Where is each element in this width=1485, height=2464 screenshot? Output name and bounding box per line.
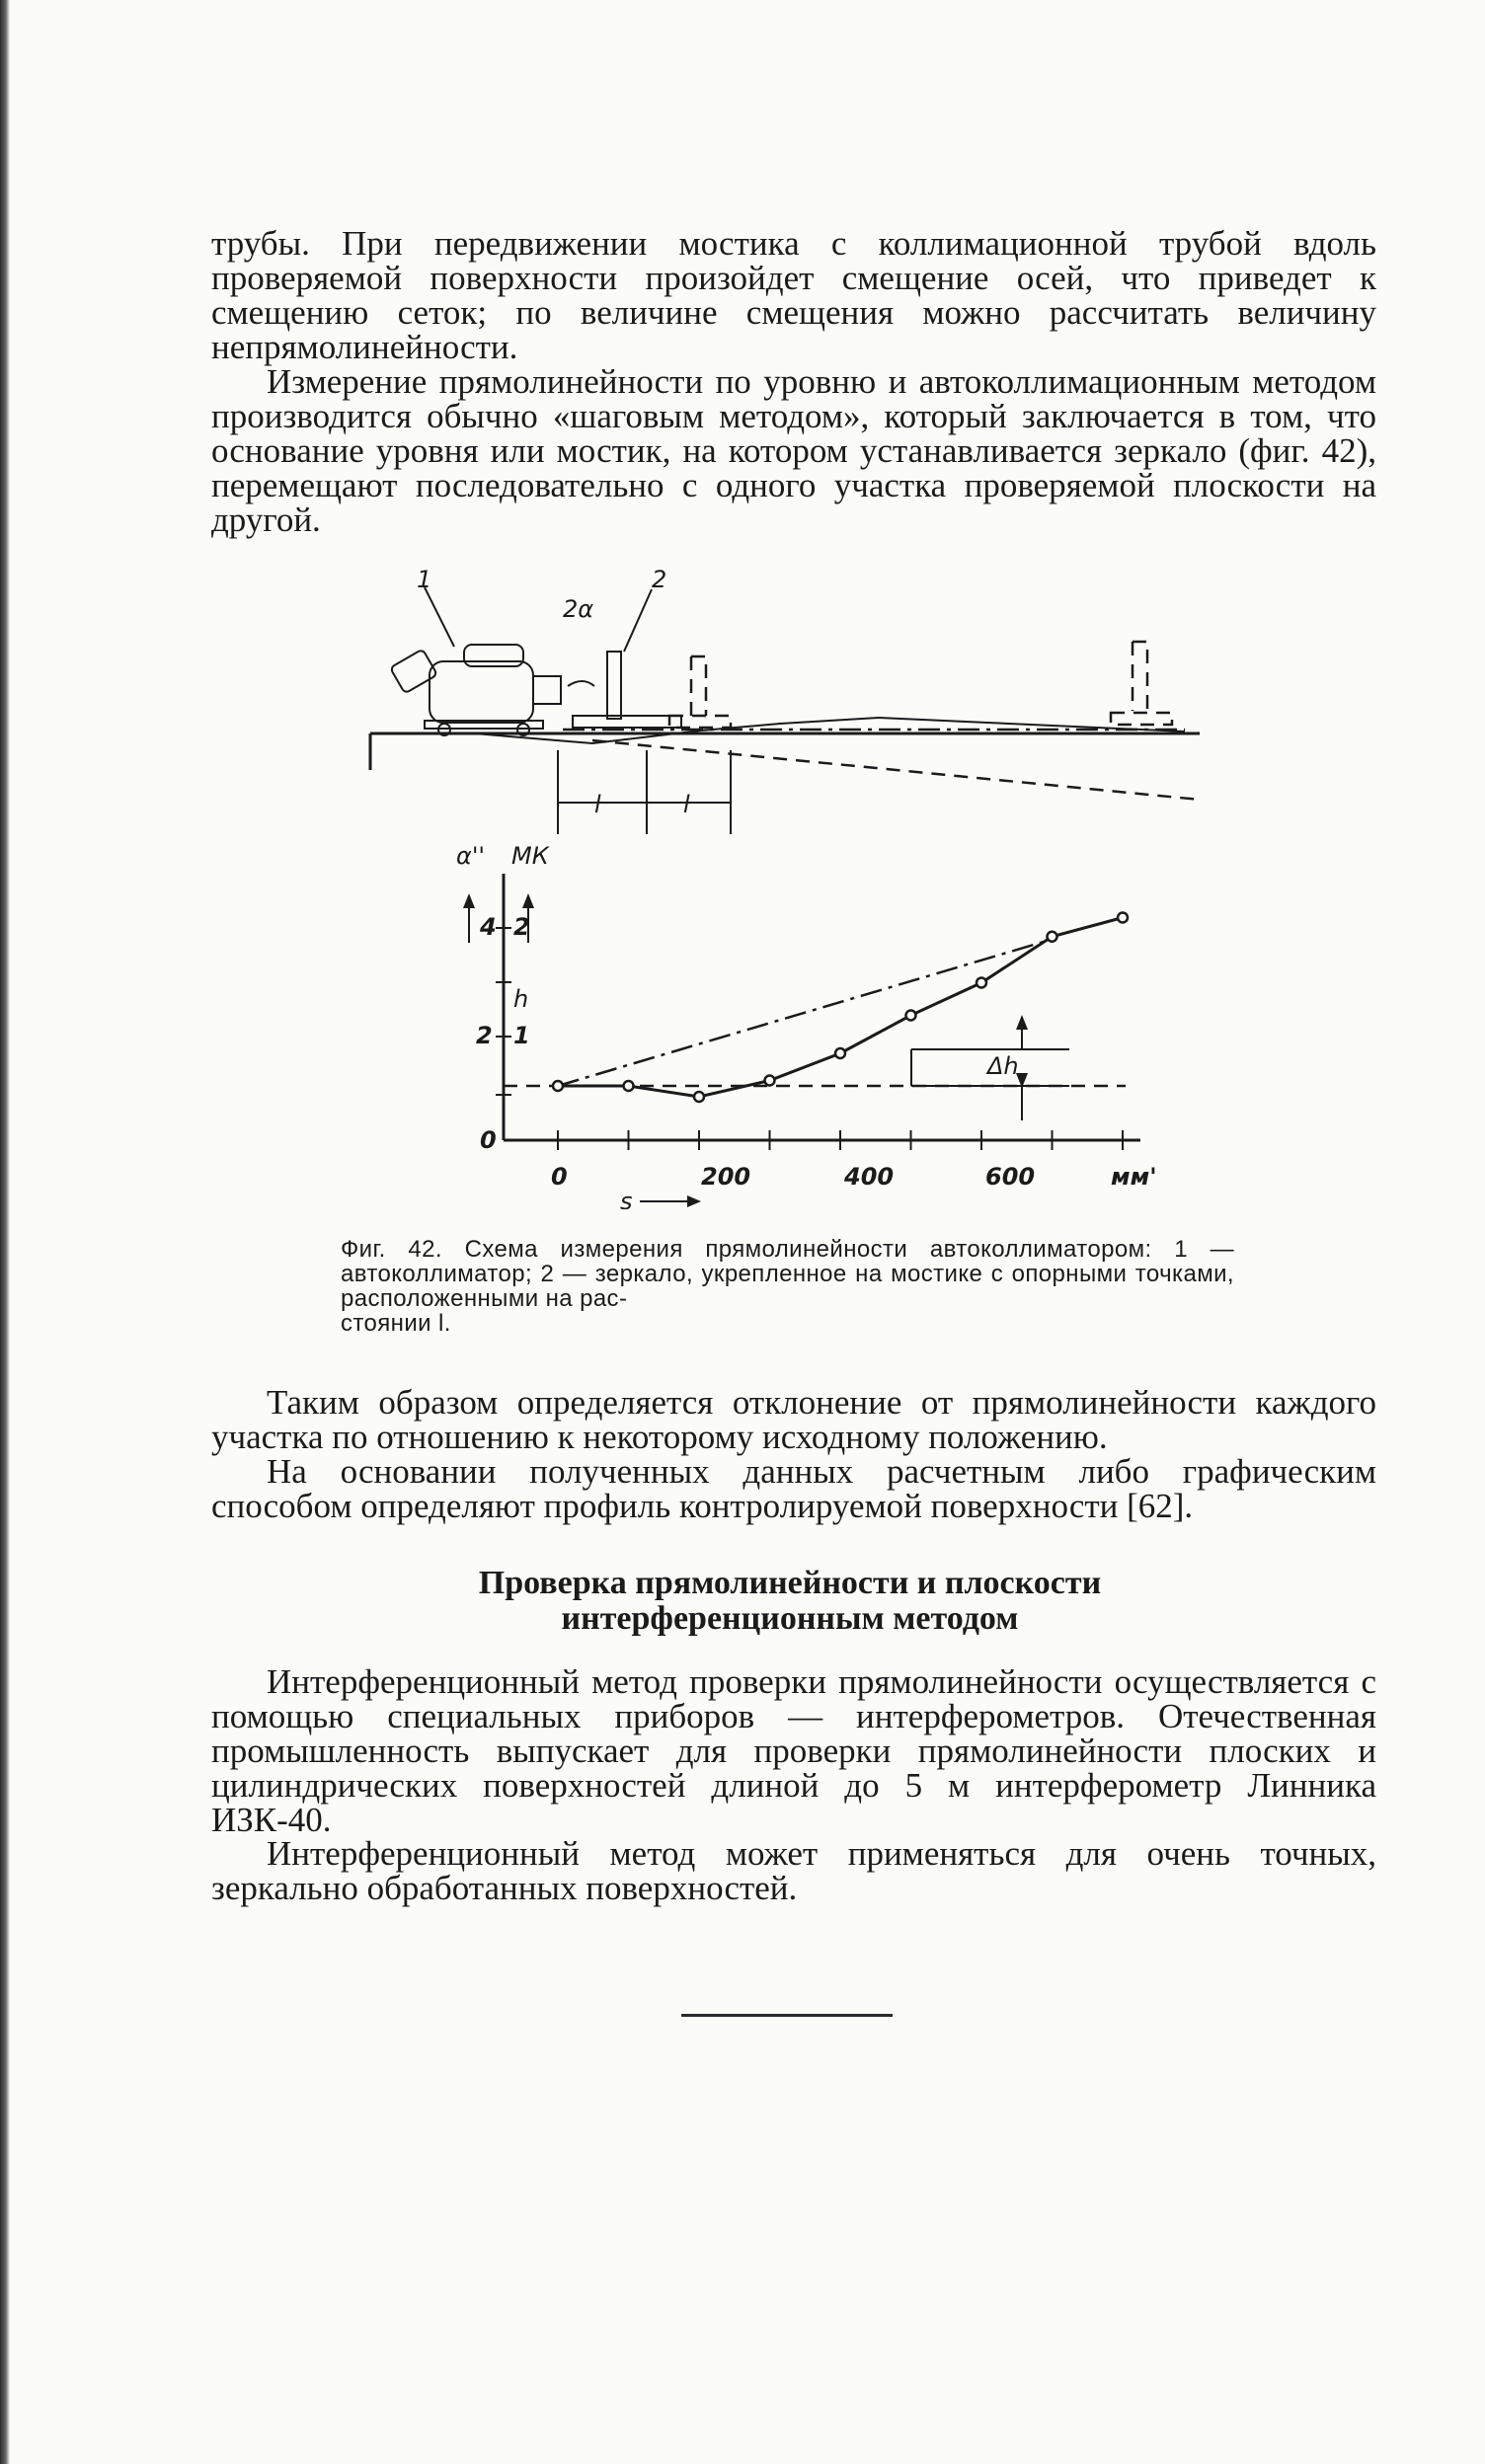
profile-point <box>1118 913 1128 923</box>
figure-42-drawing <box>365 568 1234 1209</box>
profile-point <box>694 1092 704 1102</box>
caption-last-line: стоянии l. <box>341 1310 451 1337</box>
paragraph-step-method: Измерение прямолинейности по уровню и автоколлимационным методом производится обычно «шаговым методом», который заключается в том, что основание уровня или мостик, на котором устанавливается зеркало (фиг. 42), перемещают последовательно с одного участка проверяемой плоскости на другой. <box>211 362 1376 539</box>
paragraph-profile: На основании полученных данных расчетным либо графическим способом определяют профиль контролируемой поверхности [62]. <box>211 1452 1376 1525</box>
figure-caption <box>341 1237 1234 1336</box>
profile-point <box>977 978 986 988</box>
label-l-second: l <box>683 791 690 818</box>
profile-point <box>624 1081 634 1091</box>
angle-arc <box>568 681 594 686</box>
section-heading <box>296 1566 1284 1637</box>
y-tick-label-mk-1: 1 <box>513 1022 530 1049</box>
y-tick-label-2: 2 <box>476 1022 493 1049</box>
section-heading-line-2: интерференционным методом <box>561 1600 1019 1637</box>
mirror-post <box>607 652 621 719</box>
chord-dashdot <box>558 940 1053 1087</box>
paragraph-deviation: Таким образом определяется отклонение от прямолинейности каждого участка по отношению к некоторому исходному положению. <box>211 1383 1376 1456</box>
x-tick-label-unit: мм' <box>1111 1163 1157 1191</box>
y-tick-label-mk-2: 2 <box>513 913 530 941</box>
profile-point <box>1048 932 1057 942</box>
autocollimator-top <box>464 645 523 666</box>
h-up-arrow-head <box>522 893 534 908</box>
end-rule <box>681 2014 893 2017</box>
mirror-next-position <box>691 656 706 716</box>
figure-42 <box>365 568 1234 1209</box>
profile-point <box>835 1048 845 1058</box>
x-tick-label-400: 400 <box>844 1163 895 1191</box>
mk-axis-label: МК <box>511 842 549 870</box>
profile-series-line <box>558 918 1123 1098</box>
y-tick-label-4: 4 <box>480 913 497 941</box>
paragraph-mirror-surfaces: Интерференционный метод может применяться для очень точных, зеркально обработанных поверхностей. <box>211 1834 1376 1907</box>
mirror-far-position <box>1133 642 1147 711</box>
setup-schematic <box>370 568 1200 834</box>
profile-point <box>906 1011 916 1021</box>
paragraph-collimation-tube: трубы. При передвижении мостика с коллимационной трубой вдоль проверяемой поверхности произойдет смещение осей, что приведет к смещению сеток; по величине смещения можно рассчитать величину непрямолинейности. <box>211 224 1376 366</box>
bridge-next-position <box>669 716 731 728</box>
bridge-far-position <box>1111 713 1172 725</box>
x-tick-label-0: 0 <box>551 1163 568 1191</box>
caption-main: Фиг. 42. Схема измерения прямолинейности автоколлиматором: 1 — автоколлиматор; 2 — зеркало, укрепленное на мостике с опорными точками, расположенными на рас- <box>341 1236 1234 1312</box>
section-heading-line-1: Проверка прямолинейности и плоскости <box>478 1565 1102 1601</box>
x-tick-label-200: 200 <box>701 1163 751 1191</box>
h-axis-label: h <box>513 985 529 1013</box>
x-tick-label-600: 600 <box>985 1163 1036 1191</box>
profile-point <box>765 1076 775 1086</box>
label-1: 1 <box>417 568 432 593</box>
paragraph-interferometer: Интерференционный метод проверки прямолинейности осуществляется с помощью специальных приборов — интерферометров. Отечественная промышленность выпускает для проверки прямолинейности плоских и цилиндрических поверхностей длиной до 5 м интерферометр Линника ИЗК-40. <box>211 1662 1376 1839</box>
s-axis-arrow-head <box>687 1195 701 1207</box>
profile-point <box>553 1081 563 1091</box>
page-binding-shadow <box>0 0 10 2464</box>
profile-series-points <box>553 913 1128 1103</box>
delta-h-label: Δh <box>987 1052 1019 1080</box>
alpha-up-arrow-head <box>463 893 475 908</box>
mirror-bridge <box>573 716 681 728</box>
autocollimator-body <box>430 661 533 723</box>
label-2: 2 <box>652 568 667 593</box>
y-tick-label-0: 0 <box>480 1126 497 1154</box>
alpha-axis-label: α'' <box>456 842 486 870</box>
leader-2 <box>624 589 652 652</box>
leader-1 <box>425 587 454 647</box>
label-2-alpha: 2α <box>563 595 594 623</box>
label-l-first: l <box>594 791 601 818</box>
autocollimator-objective <box>533 676 561 704</box>
delta-h-arrowhead-up <box>1016 1015 1028 1030</box>
profile-chart <box>456 842 1157 1209</box>
s-axis-label: s <box>620 1188 633 1209</box>
